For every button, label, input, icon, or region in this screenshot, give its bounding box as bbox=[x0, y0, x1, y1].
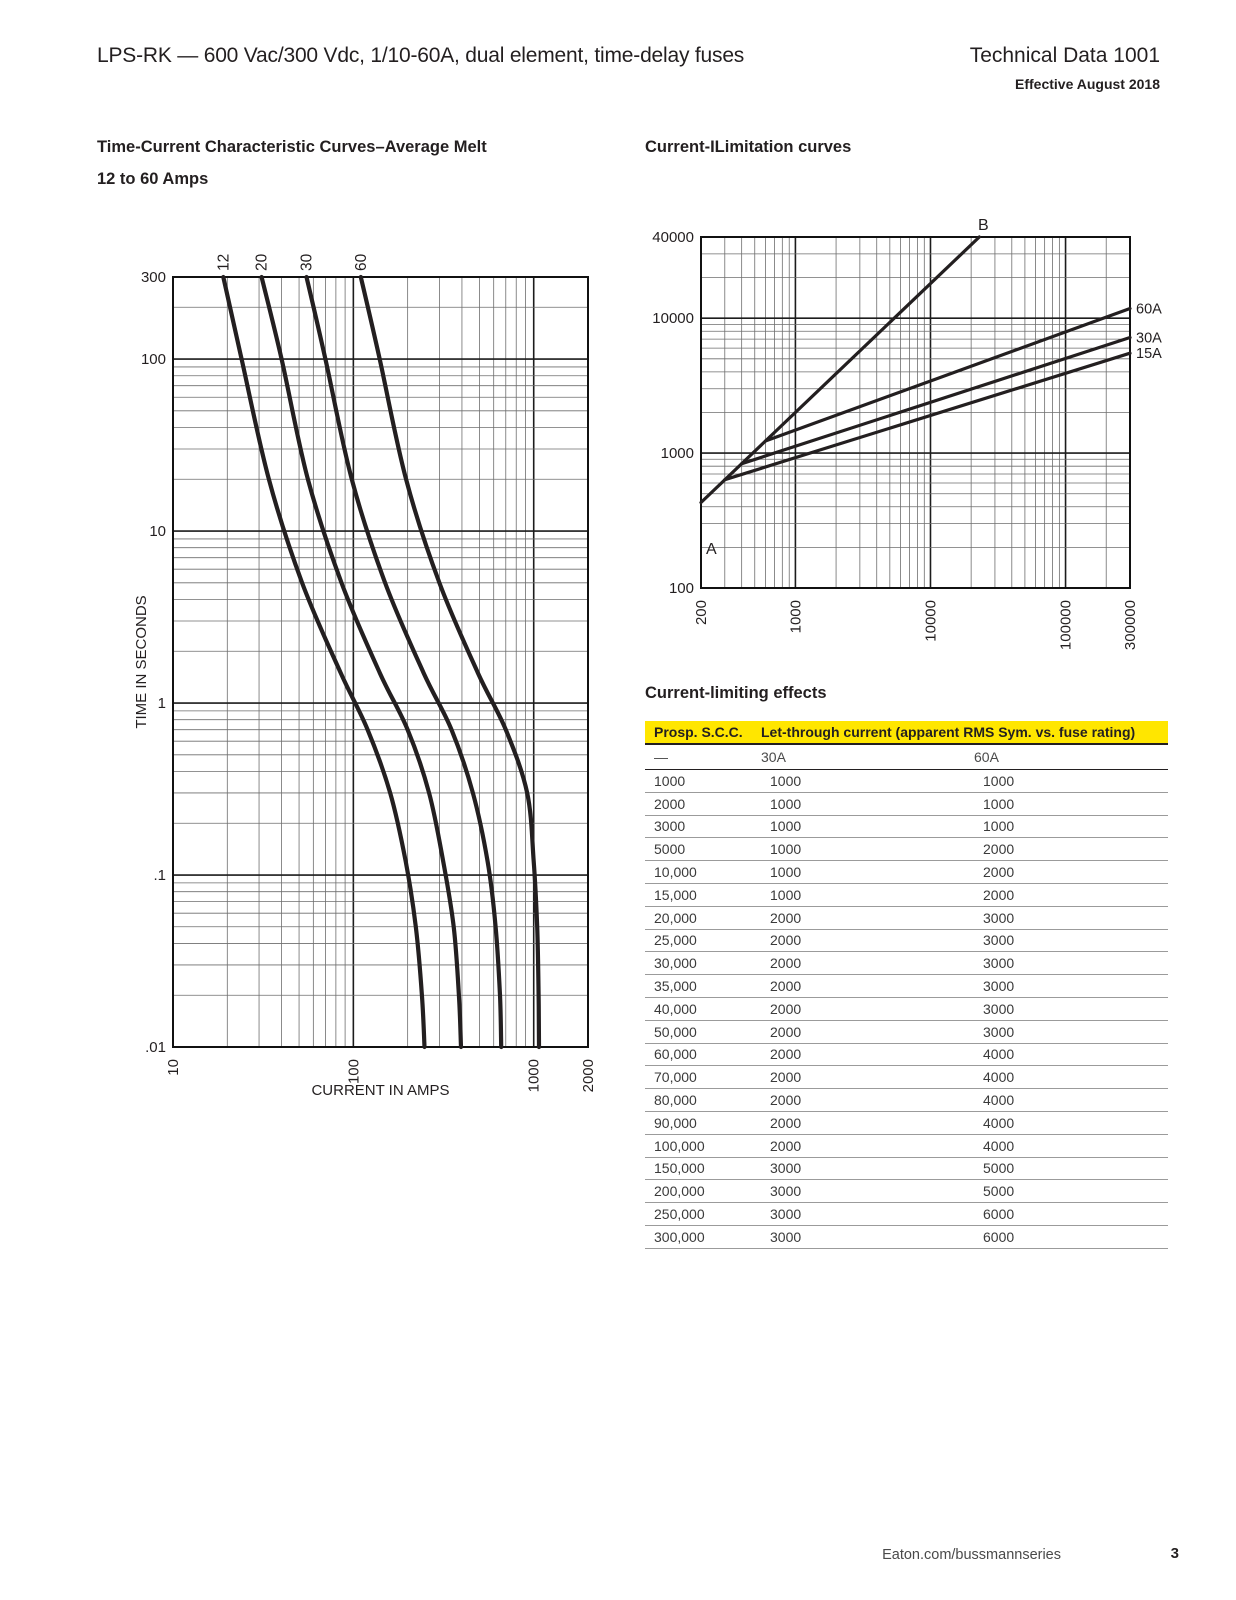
table-row bbox=[645, 952, 1168, 975]
table-cell: 2000 bbox=[761, 929, 974, 952]
table-cell: 2000 bbox=[761, 1066, 974, 1089]
current-limitation-chart bbox=[652, 217, 1162, 650]
table-cell: 60,000 bbox=[645, 1043, 761, 1066]
time-current-section-subtitle: 12 to 60 Amps bbox=[97, 170, 209, 188]
x-tick-label: 1000 bbox=[787, 600, 805, 634]
x-axis-title: CURRENT IN AMPS bbox=[311, 1082, 450, 1099]
col-header-let-through: Let-through current (apparent RMS Sym. vs. fuse rating) bbox=[761, 721, 1168, 744]
time-current-section-title: Time-Current Characteristic Curves–Average Melt bbox=[97, 138, 487, 156]
table-cell: 30,000 bbox=[645, 952, 761, 975]
table-cell: 250,000 bbox=[645, 1203, 761, 1226]
table-cell: 1000 bbox=[761, 838, 974, 861]
table-row bbox=[645, 1043, 1168, 1066]
y-tick-label: 300 bbox=[140, 269, 166, 286]
table-header-row bbox=[645, 721, 1168, 744]
table-cell: 35,000 bbox=[645, 975, 761, 998]
curve-12 bbox=[223, 277, 424, 1047]
current-limiting-section bbox=[645, 721, 1168, 1249]
table-cell: 2000 bbox=[761, 1089, 974, 1112]
table-cell: 6000 bbox=[974, 1203, 1168, 1226]
table-row bbox=[645, 929, 1168, 952]
curve-60A bbox=[765, 309, 1130, 442]
table-cell: 4000 bbox=[974, 1089, 1168, 1112]
annotation-a: A bbox=[706, 541, 717, 558]
line-label-15A: 15A bbox=[1136, 346, 1162, 363]
y-tick-label: 40000 bbox=[652, 229, 694, 246]
table-row bbox=[645, 906, 1168, 929]
table-cell: 3000 bbox=[974, 997, 1168, 1020]
table-cell: 3000 bbox=[761, 1157, 974, 1180]
table-cell: 2000 bbox=[761, 906, 974, 929]
table-cell: 1000 bbox=[761, 861, 974, 884]
table-title: Current-limiting effects bbox=[645, 684, 827, 702]
table-subheader-row bbox=[645, 744, 1168, 770]
table-cell: 3000 bbox=[974, 1020, 1168, 1043]
table-cell: 1000 bbox=[974, 815, 1168, 838]
table-row bbox=[645, 770, 1168, 793]
table-row bbox=[645, 1111, 1168, 1134]
table-cell: 6000 bbox=[974, 1225, 1168, 1248]
x-tick-label: 10000 bbox=[922, 600, 940, 642]
doc-reference: Technical Data 1001 bbox=[969, 44, 1160, 67]
table-cell: 3000 bbox=[645, 815, 761, 838]
footer-website: Eaton.com/bussmannseries bbox=[882, 1547, 1061, 1563]
annotation-b: B bbox=[978, 217, 989, 234]
table-body bbox=[645, 770, 1168, 1249]
col-header-prosp-scc: Prosp. S.C.C. bbox=[645, 721, 761, 744]
y-tick-label: 100 bbox=[668, 580, 694, 597]
table-cell: 3000 bbox=[761, 1180, 974, 1203]
x-tick-label: 2000 bbox=[580, 1059, 597, 1093]
table-cell: 5000 bbox=[974, 1180, 1168, 1203]
y-tick-label: .01 bbox=[145, 1039, 166, 1056]
table-row bbox=[645, 838, 1168, 861]
table-cell: 2000 bbox=[974, 861, 1168, 884]
y-tick-label: 10000 bbox=[652, 310, 694, 328]
y-tick-label: 10 bbox=[149, 523, 166, 541]
table-cell: 25,000 bbox=[645, 929, 761, 952]
curve-label-60: 60 bbox=[352, 253, 370, 271]
page-title: LPS-RK — 600 Vac/300 Vdc, 1/10-60A, dual element, time-delay fuses bbox=[97, 44, 745, 67]
x-tick-label: 1000 bbox=[525, 1059, 543, 1093]
table-cell: 2000 bbox=[761, 997, 974, 1020]
table-cell: 2000 bbox=[645, 792, 761, 815]
table-cell: 5000 bbox=[974, 1157, 1168, 1180]
table-cell: 2000 bbox=[761, 952, 974, 975]
table-cell: 70,000 bbox=[645, 1066, 761, 1089]
table-cell: 3000 bbox=[761, 1203, 974, 1226]
table-row bbox=[645, 975, 1168, 998]
table-cell: 1000 bbox=[645, 770, 761, 793]
table-cell: 4000 bbox=[974, 1134, 1168, 1157]
table-cell: 3000 bbox=[974, 952, 1168, 975]
y-tick-label: 1 bbox=[157, 695, 166, 713]
table-row bbox=[645, 815, 1168, 838]
table-cell: 300,000 bbox=[645, 1225, 761, 1248]
table-cell: 2000 bbox=[761, 1043, 974, 1066]
table-row bbox=[645, 1225, 1168, 1248]
table-cell: 2000 bbox=[761, 975, 974, 998]
table-cell: 2000 bbox=[761, 1111, 974, 1134]
table-cell: 1000 bbox=[974, 770, 1168, 793]
table-row bbox=[645, 1180, 1168, 1203]
table-row bbox=[645, 1089, 1168, 1112]
curve-label-20: 20 bbox=[253, 253, 271, 271]
y-axis-title: TIME IN SECONDS bbox=[133, 595, 150, 729]
x-tick-label: 100000 bbox=[1057, 600, 1075, 651]
footer-page-number: 3 bbox=[1170, 1545, 1179, 1562]
y-tick-label: 1000 bbox=[660, 445, 694, 463]
table-cell: 4000 bbox=[974, 1043, 1168, 1066]
table-cell: 10,000 bbox=[645, 861, 761, 884]
table-cell: 3000 bbox=[974, 906, 1168, 929]
table-cell: 3000 bbox=[974, 929, 1168, 952]
curve-60 bbox=[361, 277, 539, 1047]
table-cell: 50,000 bbox=[645, 1020, 761, 1043]
table-cell: 150,000 bbox=[645, 1157, 761, 1180]
subheader-60a: 60A bbox=[974, 744, 1168, 770]
curve-label-30: 30 bbox=[298, 253, 316, 271]
curve-20 bbox=[262, 277, 461, 1047]
subheader-dash: — bbox=[645, 744, 761, 770]
x-tick-label: 10 bbox=[165, 1059, 182, 1076]
table-row bbox=[645, 1066, 1168, 1089]
table-cell: 2000 bbox=[974, 838, 1168, 861]
table-cell: 4000 bbox=[974, 1111, 1168, 1134]
table-cell: 3000 bbox=[761, 1225, 974, 1248]
line-label-30A: 30A bbox=[1136, 330, 1162, 347]
table-row bbox=[645, 1134, 1168, 1157]
curve-label-12: 12 bbox=[215, 253, 233, 271]
table-cell: 20,000 bbox=[645, 906, 761, 929]
table-cell: 1000 bbox=[761, 815, 974, 838]
table-cell: 100,000 bbox=[645, 1134, 761, 1157]
subheader-30a: 30A bbox=[761, 744, 974, 770]
table-row bbox=[645, 997, 1168, 1020]
table-row bbox=[645, 1157, 1168, 1180]
table-cell: 1000 bbox=[761, 792, 974, 815]
table-cell: 2000 bbox=[974, 883, 1168, 906]
table-cell: 40,000 bbox=[645, 997, 761, 1020]
table-cell: 3000 bbox=[974, 975, 1168, 998]
table-row bbox=[645, 1020, 1168, 1043]
table-cell: 1000 bbox=[974, 792, 1168, 815]
x-tick-label: 200 bbox=[693, 600, 710, 626]
x-tick-label: 300000 bbox=[1122, 600, 1139, 651]
y-tick-label: 100 bbox=[140, 351, 166, 369]
table-row bbox=[645, 861, 1168, 884]
x-tick-label: 100 bbox=[345, 1059, 363, 1085]
curve-30A bbox=[742, 338, 1130, 464]
table-row bbox=[645, 883, 1168, 906]
table-row bbox=[645, 1203, 1168, 1226]
table-cell: 5000 bbox=[645, 838, 761, 861]
table-cell: 90,000 bbox=[645, 1111, 761, 1134]
y-tick-label: .1 bbox=[153, 867, 166, 885]
current-limiting-table bbox=[645, 721, 1168, 1249]
table-cell: 80,000 bbox=[645, 1089, 761, 1112]
effective-date: Effective August 2018 bbox=[1015, 76, 1160, 92]
time-current-chart bbox=[133, 253, 597, 1099]
line-label-60A: 60A bbox=[1136, 301, 1162, 318]
table-cell: 200,000 bbox=[645, 1180, 761, 1203]
table-cell: 4000 bbox=[974, 1066, 1168, 1089]
table-row bbox=[645, 792, 1168, 815]
table-cell: 1000 bbox=[761, 883, 974, 906]
table-cell: 15,000 bbox=[645, 883, 761, 906]
table-cell: 1000 bbox=[761, 770, 974, 793]
table-cell: 2000 bbox=[761, 1134, 974, 1157]
table-cell: 2000 bbox=[761, 1020, 974, 1043]
current-limitation-section-title: Current-ILimitation curves bbox=[645, 138, 852, 156]
